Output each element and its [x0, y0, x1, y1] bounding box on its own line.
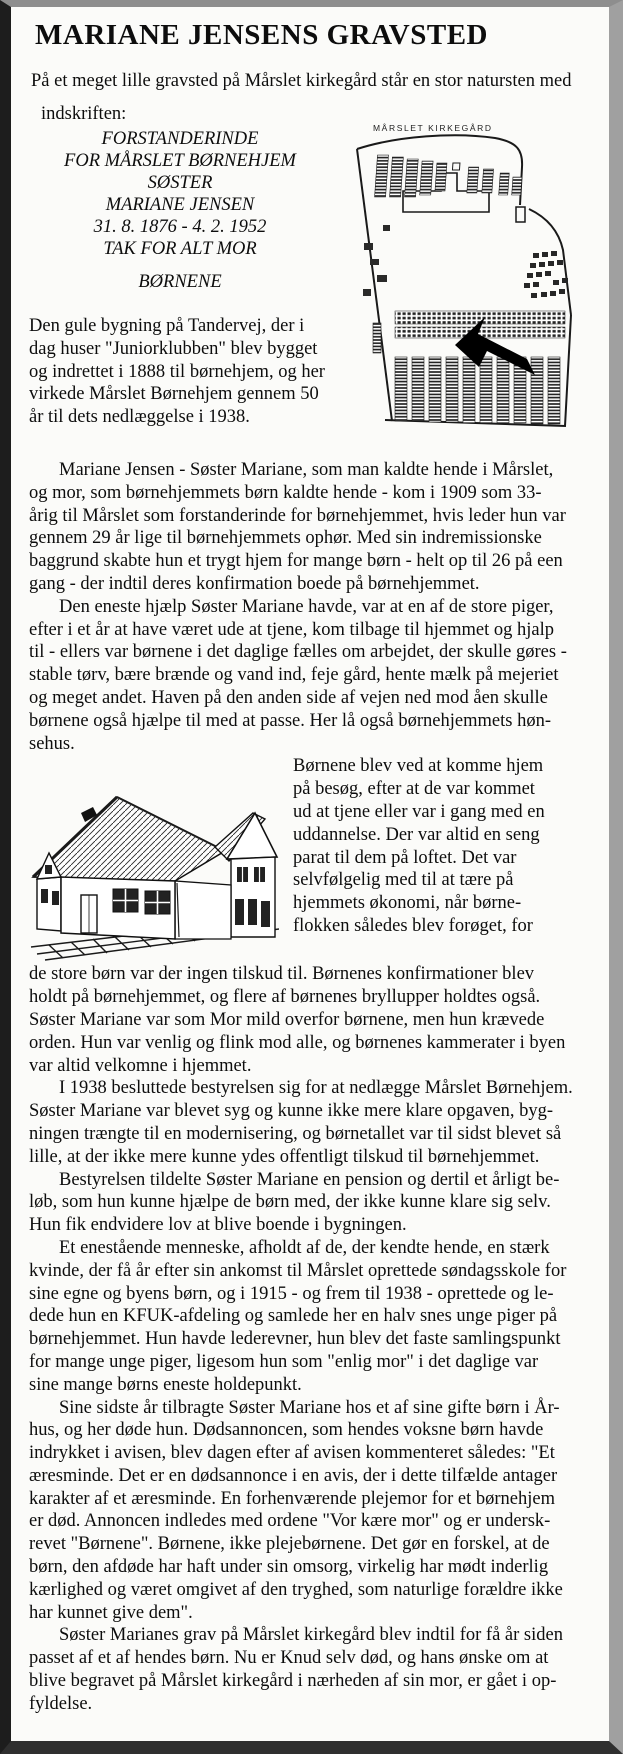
- paragraph-children-returning-wrap: Børnene blev ved at komme hjem på besøg, efter at de var kommet ud at tjene eller var i gang med en uddannelse. Der var altid en seng parat til dem på loftet. Det var selvfølgelig med til at tære på hjemmets økonomi, når børne- flokken således blev forøget, for: [293, 756, 545, 936]
- paragraph-final-years: Sine sidste år tilbragte Søster Mariane hos et af sine gifte børn i År- hus, og her døde hun. Dødsannoncen, som hendes voksne børn havde indrykket i avisen, blev dagen efter af avisen kommenteret således: "Et æresminde. Det er en dødsannonce i en avis, der i dette tilfælde antager karakter af et æresminde. En forhenværende plejemor for et børnehjem er død. Annoncen indledes med ordene "Vor kære mor" og er undersk- revet "Børnene". Børnene, ikke plejebørnene. Det gør en forskel, at de børn, den afdøde har haft under sin omsorg, virkelig har mødt inderlig kærlighed og været omgivet af den tryghed, som naturlige forældre ikke har kunnet give dem".: [29, 1397, 563, 1623]
- page-title: MARIANE JENSENS GRAVSTED: [35, 19, 489, 51]
- map-lower-grave-rows: [395, 357, 560, 424]
- house-line-drawing: [29, 769, 279, 961]
- paragraph-1938-closure: I 1938 besluttede bestyrelsen sig for at nedlægge Mårslet Børnehjem. Søster Mariane var blevet syg og kunne ikke mere klare opgaven, byg- ningen trængte til en modernisering, og børnetallet var til sidst blevet så lille, at der ikke mere kunne ydes offentligt tilskud til børnehjemmet.: [29, 1078, 573, 1167]
- intro-sentence: På et meget lille gravsted på Mårslet kirkegård står en stor natursten med: [31, 71, 572, 91]
- house-drawing-figure: [29, 755, 279, 961]
- gravestone-inscription: FORSTANDERINDE FOR MÅRSLET BØRNEHJEM SØSTER MARIANE JENSEN 31. 8. 1876 - 4. 2. 1952 TAK FOR ALT MOR: [64, 129, 296, 259]
- paragraph-yellow-building: Den gule bygning på Tandervej, der i dag huser "Juniorklubben" blev bygget og indrettet i 1888 til børnehjem, og her virkede Mårslet Børnehjem gennem 50 år til dets nedlæggelse i 1938.: [29, 316, 325, 428]
- paragraph-remarkable-person: Et enestående menneske, afholdt af de, der kendte hende, en stærk kvinde, der få år efter sin ankomst til Mårslet oprettede søndagsskole for sine egne og byens børn, og i 1915 - og frem til 1938 - oprettede og le- dede hun en KFUK-afdeling og samlede her en halv snes unge piger på børnehjemmet. Hun havde lederevner, hun blev det faste samlingspunkt for mange unge piger, ligesom hun som "enlig mor" i det daglige var sine mange børns eneste holdepunkt.: [29, 1237, 567, 1395]
- map-left-plots: [363, 225, 390, 353]
- paragraph-eneste-hjaelp: Den eneste hjælp Søster Mariane havde, var at en af de store piger, efter i et år at have været ude at tjene, kom tilbage til hjemmet og hjalp til - ellers var børnene i det daglige fælles om arbejdet, der skulle gøres - stable tørv, bære brænde og vand ind, feje gård, hente mælk på mejeriet og meget andet. Haven på den anden side af vejen ned mod åen skulle børnene også hjælpe til med at passe. Her lå også børnehjemmets høn- sehus.: [29, 596, 567, 754]
- paragraph-pension: Bestyrelsen tildelte Søster Mariane en pension og dertil et årligt be- løb, som hun kunne hjælpe de børn med, der ikke kunne klare sig selv. Hun fik endvidere lov at blive boende i bygningen.: [29, 1169, 560, 1236]
- map-upper-grave-rows: [375, 155, 524, 197]
- cemetery-map-figure: [337, 105, 599, 441]
- paragraph-mariane-jensen: Mariane Jensen - Søster Mariane, som man kaldte hende i Mårslet, og mor, som børnehjemmets børn kaldte hende - kom i 1909 som 33- årig til Mårslet som forstanderinde for børnehjemmet, hvis leder hun var gennem 29 år lige til børnehjemmets ophør. Med sin indremissionske baggrund skabte hun et trygt hjem for mange børn - helt op til 26 på een gang - der indtil deres konfirmation boede på børnehjemmet.: [29, 460, 566, 594]
- inscription-signature: BØRNENE: [138, 272, 222, 292]
- map-title-label: MÅRSLET KIRKEGÅRD: [373, 123, 493, 133]
- document-content: [11, 7, 609, 1716]
- paragraph-grave-today: Søster Marianes grav på Mårslet kirkegård blev indtil for få år siden passet af et af hendes børn. Nu er Knud selv død, og hans ønske om at blive begravet på Mårslet kirkegård i nærheden af sin mor, er gået i op- fyldelse.: [29, 1625, 563, 1714]
- cemetery-map-drawing: [337, 105, 599, 441]
- map-right-plots: [524, 251, 568, 298]
- paragraph-children-returning-continued: de store børn var der ingen tilskud til. Børnenes konfirmationer blev holdt på børnehjemmet, og flere af børnenes bryllupper holdtes også. Søster Mariane var som Mor mild overfor børnene, men hun krævede orden. Hun var venlig og flink mod alle, og børnenes kammerater i byen var altid velkomne i hjemmet.: [29, 964, 566, 1076]
- inscription-label: indskriften:: [41, 104, 127, 124]
